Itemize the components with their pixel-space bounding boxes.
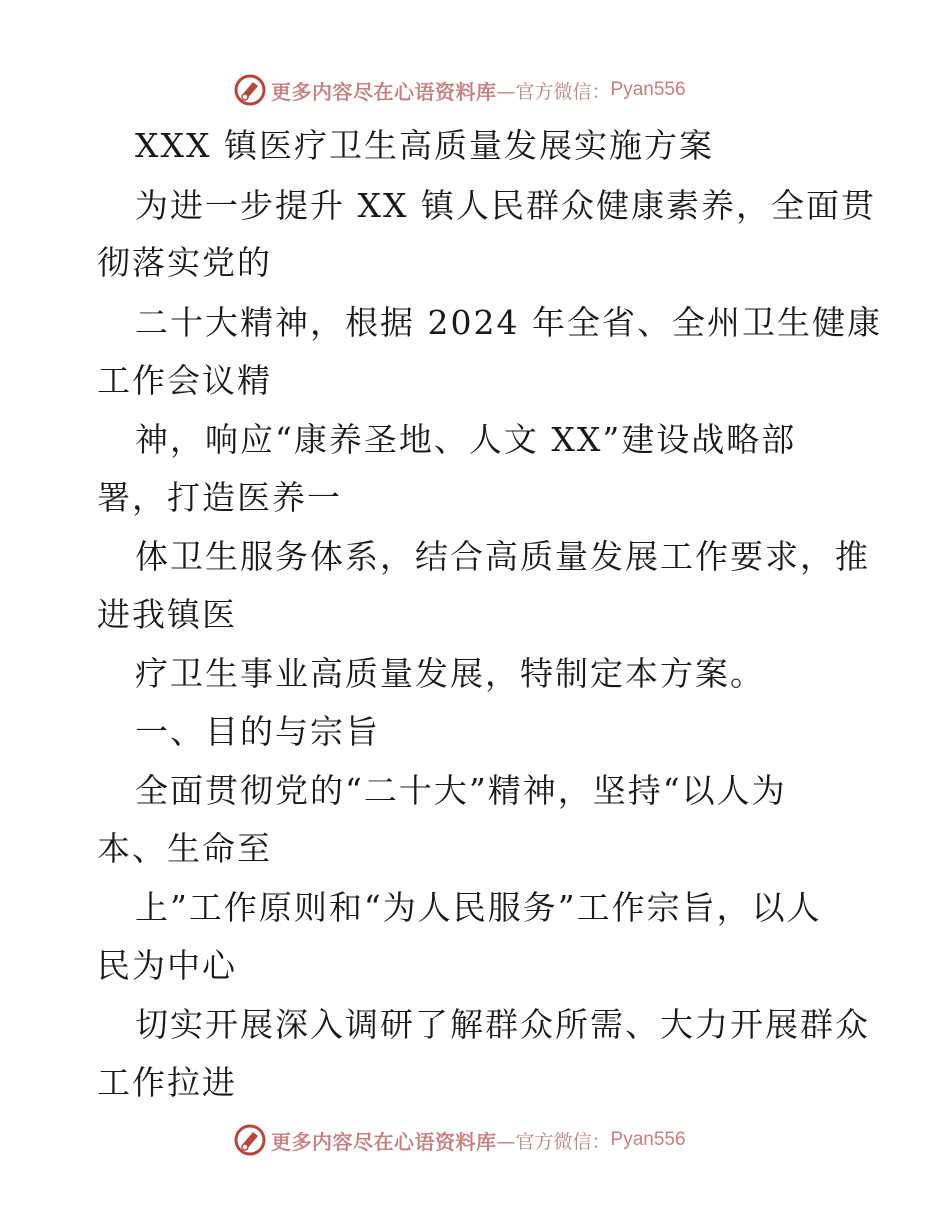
text-line: 本、生命至 bbox=[97, 829, 272, 868]
text-line: 疗卫生事业高质量发展，特制定本方案。 bbox=[135, 654, 765, 693]
section-heading: 一、目的与宗旨 bbox=[135, 712, 380, 751]
text-line: 全面贯彻党的“二十大”精神，坚持“以人为 bbox=[135, 771, 787, 810]
document-title: XXX 镇医疗卫生高质量发展实施方案 bbox=[135, 126, 714, 165]
text-line: 神，响应“康养圣地、人文 XX”建设战略部 bbox=[135, 420, 797, 459]
text-line: 切实开展深入调研了解群众所需、大力开展群众 bbox=[135, 1005, 870, 1044]
footer-watermark bbox=[233, 1120, 686, 1160]
text-line: 彻落实党的 bbox=[97, 243, 272, 282]
watermark-main-text: 更多内容尽在心语资料库 bbox=[271, 79, 497, 104]
watermark-id-text: Pyan556 bbox=[610, 79, 686, 100]
text-line: 上”工作原则和“为人民服务”工作宗旨，以人 bbox=[135, 888, 822, 927]
watermark-sub-text: —官方微信： bbox=[496, 1130, 611, 1153]
brand-logo-icon bbox=[233, 73, 267, 107]
text-line: 署，打造医养一 bbox=[97, 478, 342, 517]
text-line: 工作拉进 bbox=[97, 1063, 237, 1102]
text-line: 工作会议精 bbox=[97, 361, 272, 400]
text-line: 进我镇医 bbox=[97, 595, 237, 634]
text-line: 为进一步提升 XX 镇人民群众健康素养，全面贯 bbox=[135, 186, 876, 225]
text-line: 二十大精神，根据 2024 年全省、全州卫生健康 bbox=[135, 303, 882, 342]
watermark-main-text: 更多内容尽在心语资料库 bbox=[271, 1129, 497, 1154]
watermark-sub-text: —官方微信： bbox=[496, 80, 611, 103]
header-watermark bbox=[233, 70, 686, 110]
text-line: 体卫生服务体系，结合高质量发展工作要求，推 bbox=[135, 537, 870, 576]
text-line: 民为中心 bbox=[97, 946, 237, 985]
watermark-id-text: Pyan556 bbox=[610, 1129, 686, 1150]
brand-logo-icon bbox=[233, 1123, 267, 1157]
